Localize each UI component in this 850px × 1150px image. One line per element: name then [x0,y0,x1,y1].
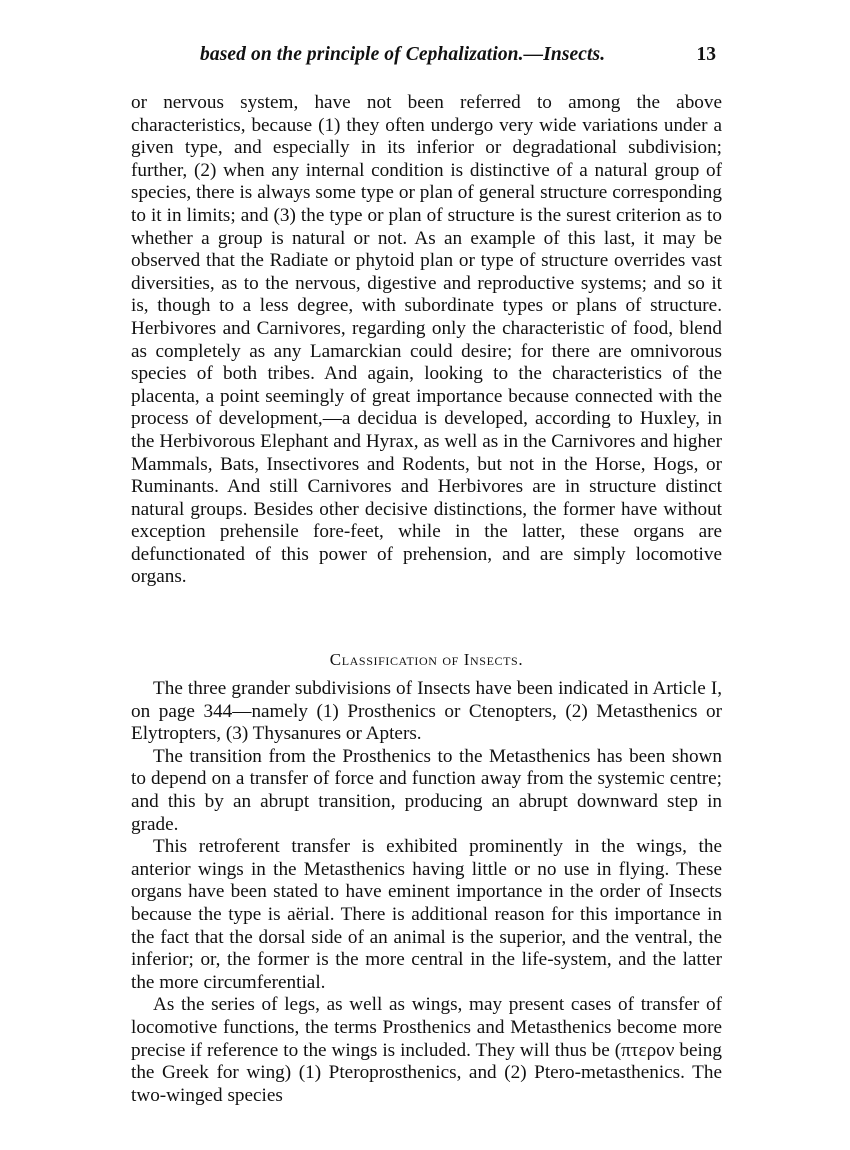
paragraph: As the series of legs, as well as wings, may present cases of transfer of locomotive functions, the terms Prosthenics and Metasthenics become more precise if reference to the wings is included. They will thus be (πτερον being the Greek for wing) (1) Pteroprosthenics, and (2) Ptero-metasthenics. The two-winged species [131,994,722,1106]
paragraph: This retroferent transfer is exhibited prominently in the wings, the anterior wings in the Metasthenics having little or no use in flying. These organs have been stated to have eminent importance in the order of Insects because the type is aërial. There is additional reason for this importance in the fact that the dorsal side of an animal is the superior, and the ventral, the inferior; or, the former is the more central in the life-system, and the latter the more circumferential. [131,836,722,993]
paragraph: The transition from the Prosthenics to the Metasthenics has been shown to depend on a transfer of force and function away from the systemic centre; and this by an abrupt transition, producing an abrupt downward step in grade. [131,745,722,835]
running-title: based on the principle of Cephalization.—Insects. [200,44,606,65]
section-heading: Classification of Insects. [329,650,524,669]
paragraph: The three grander subdivisions of Insects have been indicated in Article I, on page 344—namely (1) Prosthenics or Ctenopters, (2) Metasthenics or Elytropters, (3) Thysanures or Apters. [131,678,722,745]
page-number: 13 [696,44,716,65]
running-head [130,44,720,78]
body-block-insects [131,678,722,1107]
paragraph-continuation: or nervous system, have not been referred to among the above characteristics, because (1) they often undergo very wide variations under a given type, and especially in its inferior or degradational subdivision; further, (2) when any internal condition is distinctive of a natural group of species, there is always some type or plan of general structure corresponding to it in limits; and (3) the type or plan of structure is the surest criterion as to whether a group is natural or not. As an example of this last, it may be observed that the Radiate or phytoid plan or type of structure overrides vast diversities, as to the nervous, digestive and reproductive systems; and so it is, though to a less degree, with subordinate types or plans of structure. Herbivores and Carnivores, regarding only the characteristic of food, blend as completely as any Lamarckian could desire; for there are omnivorous species of both tribes. And again, looking to the characteristics of the placenta, a point seemingly of great importance because connected with the process of development,—a decidua is developed, according to Huxley, in the Herbivorous Elephant and Hyrax, as well as in the Carnivores and higher Mammals, Bats, Insectivores and Rodents, but not in the Horse, Hogs, or Ruminants. And still Carnivores and Herbivores are in structure distinct natural groups. Besides other decisive distinctions, the former have without exception prehensile fore-feet, while in the latter, these organs are defunctionated of this power of prehension, and are simply locomotive organs. [131,92,722,588]
body-block-continuation [131,92,722,589]
